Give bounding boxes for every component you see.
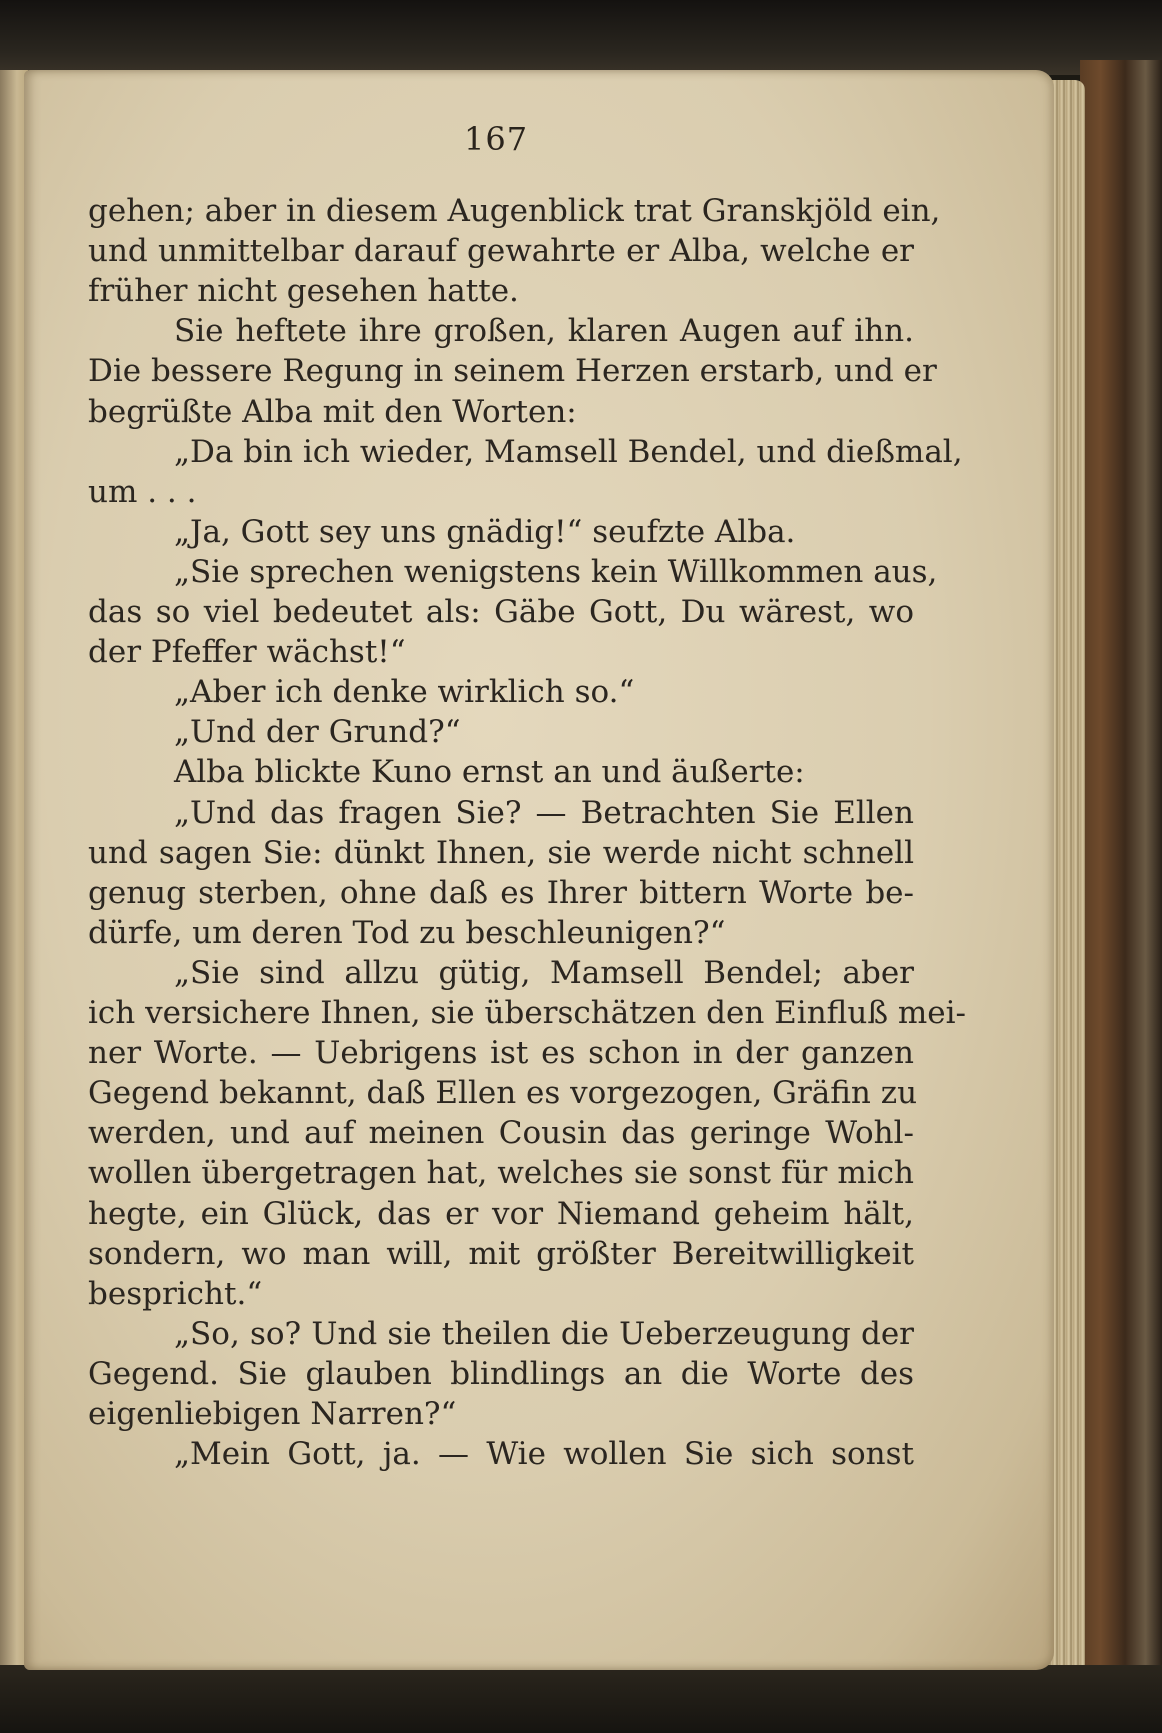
book-cover-edge [1080,60,1162,1710]
text-line: früher nicht gesehen hatte. [88,273,519,310]
text-line: das so viel bedeutet als: Gäbe Gott, Du wärest, wo [88,594,914,630]
text-line: „Mein Gott, ja. — Wie wollen Sie sich sonst [174,1436,914,1473]
top-shadow [0,0,1162,75]
text-line: gehen; aber in diesem Augenblick trat Granskjöld ein, [88,193,941,229]
page-number: 167 [464,120,529,158]
text-line: „Sie sind allzu gütig, Mamsell Bendel; aber [174,954,914,991]
text-line: wollen übergetragen hat, welches sie sonst für mich [88,1155,914,1192]
bottom-shadow [0,1665,1162,1733]
text-line: eigenliebigen Narren?“ [88,1396,457,1432]
text-line: dürfe, um deren Tod zu beschleunigen?“ [88,914,726,951]
text-line: sondern, wo man will, mit größter Bereitwilligkeit [88,1235,914,1272]
text-line: „Da bin ich wieder, Mamsell Bendel, und dießmal, [174,433,963,470]
text-line: und sagen Sie: dünkt Ihnen, sie werde nicht schnell [88,834,914,871]
text-line: „So, so? Und sie theilen die Ueberzeugung der [174,1315,914,1352]
text-line: „Und das fragen Sie? — Betrachten Sie Ellen [174,794,914,831]
text-line: genug sterben, ohne daß es Ihrer bittern Worte be- [88,874,914,911]
text-line: „Aber ich denke wirklich so.“ [174,674,635,711]
text-line: ich versichere Ihnen, sie überschätzen den Einfluß mei- [88,995,967,1031]
book-page [24,70,1054,1670]
text-line: ner Worte. — Uebrigens ist es schon in der ganzen [88,1035,914,1072]
text-line: „Ja, Gott sey uns gnädig!“ seufzte Alba. [174,513,796,550]
text-line: Gegend bekannt, daß Ellen es vorgezogen, Gräfin zu [88,1075,918,1112]
text-line: und unmittelbar darauf gewahrte er Alba, welche er [88,233,914,270]
text-line: um . . . [88,473,197,510]
text-line: der Pfeffer wächst!“ [88,634,406,671]
text-line: begrüßte Alba mit den Worten: [88,393,577,430]
text-line: „Sie sprechen wenigstens kein Willkommen aus, [174,553,938,590]
text-line: hegte, ein Glück, das er vor Niemand geheim hält, [88,1195,914,1232]
text-line: werden, und auf meinen Cousin das geringe Wohl- [88,1115,914,1152]
text-line: Alba blickte Kuno ernst an und äußerte: [174,754,805,791]
text-line: „Und der Grund?“ [174,714,461,751]
text-line: bespricht.“ [88,1275,263,1312]
text-line: Gegend. Sie glauben blindlings an die Worte des [88,1355,914,1392]
text-line: Sie heftete ihre großen, klaren Augen auf ihn. [174,313,914,350]
text-line: Die bessere Regung in seinem Herzen erstarb, und er [88,353,937,390]
